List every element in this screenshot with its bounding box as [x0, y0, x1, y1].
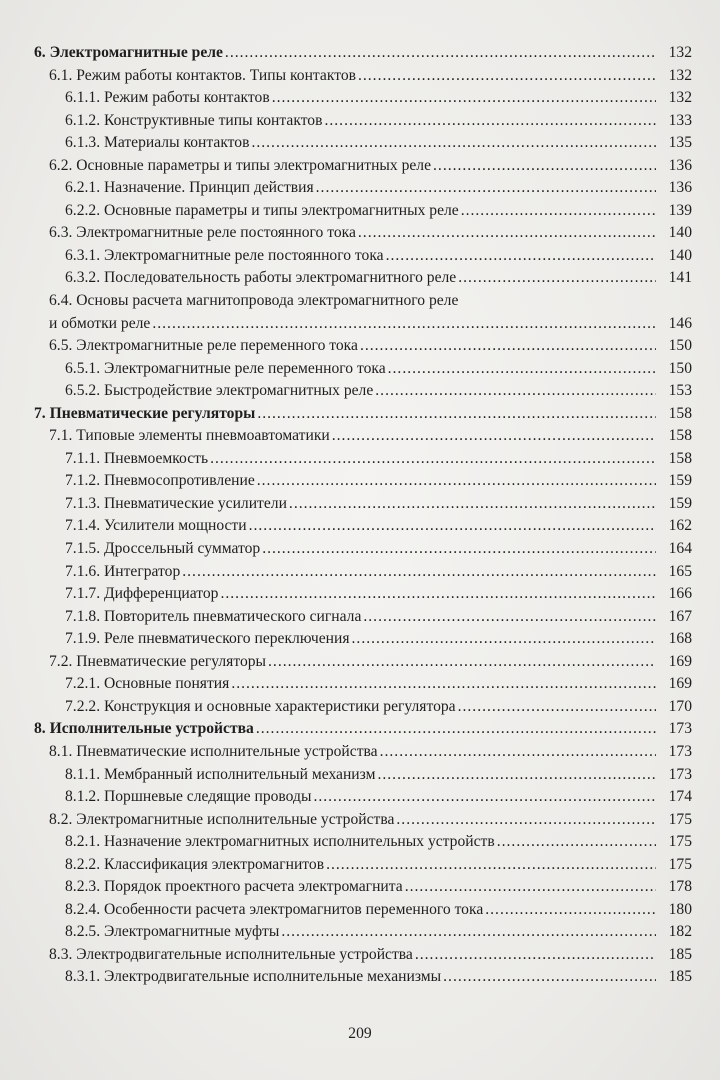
toc-leader-dots: [380, 741, 656, 764]
toc-entry-title: 6.5.1. Электромагнитные реле переменного тока: [65, 359, 386, 377]
toc-entry-title: 6. Электромагнитные реле: [34, 44, 223, 61]
toc-entry-title: 8.2. Электромагнитные исполнительные устройства: [49, 810, 395, 828]
toc-entry-title: 8.2.3. Порядок проектного расчета электромагнита: [65, 878, 403, 896]
toc-leader-dots: [225, 42, 656, 65]
toc-entry-page: 173: [668, 742, 692, 760]
toc-entry-title: 7.1.1. Пневмоемкость: [65, 449, 209, 467]
page-number: 209: [348, 1025, 372, 1042]
toc-entry-title: 7.1.8. Повторитель пневматического сигнала: [65, 607, 362, 625]
toc-entry-page: 140: [668, 224, 692, 242]
toc-entry-title: 8. Исполнительные устройства: [34, 720, 254, 738]
toc-entry: [34, 966, 692, 989]
toc-entry: [34, 921, 692, 944]
toc-leader-dots: [388, 358, 656, 381]
toc-leader-dots: [152, 313, 656, 336]
toc-entry-page: 139: [668, 201, 692, 219]
toc-entry: [34, 606, 692, 629]
toc-entry-page: 135: [668, 134, 692, 152]
toc-entry-title: 8.3. Электродвигательные исполнительные устройства: [49, 945, 413, 963]
toc-leader-dots: [272, 87, 656, 110]
toc-leader-dots: [396, 809, 656, 832]
toc-entry-page: 167: [668, 607, 692, 625]
toc-entry-title: 7.1.2. Пневмосопротивление: [65, 472, 255, 490]
toc-entry-title: 6.4. Основы расчета магнитопровода электромагнитного реле: [49, 292, 459, 310]
toc-leader-dots: [443, 966, 656, 989]
toc-entry-title: 7. Пневматические регуляторы: [34, 404, 256, 422]
toc-entry-page: 175: [668, 855, 692, 873]
toc-entry-page: 132: [668, 44, 692, 61]
toc-entry-title: 7.1.5. Дроссельный сумматор: [65, 540, 261, 558]
toc-entry-page: 164: [668, 540, 692, 558]
toc-leader-dots: [458, 696, 656, 719]
toc-leader-dots: [358, 65, 656, 88]
toc-leader-dots: [358, 222, 656, 245]
toc-entry: [34, 132, 692, 155]
toc-entry-title: 7.2.1. Основные понятия: [65, 675, 230, 693]
toc-leader-dots: [332, 425, 656, 448]
toc-entry-page: 162: [668, 517, 692, 535]
toc-leader-dots: [281, 921, 656, 944]
toc-leader-dots: [497, 831, 656, 854]
toc-entry-title: 8.2.4. Особенности расчета электромагнитов переменного тока: [65, 900, 484, 918]
toc-entry-page: 150: [668, 359, 692, 377]
toc-entry: [34, 155, 692, 178]
toc-entry-title: и обмотки реле: [49, 314, 151, 332]
toc-entry: [34, 561, 692, 584]
toc-entry: [34, 335, 692, 358]
toc-entry: [34, 448, 692, 471]
toc-entry-page: 185: [668, 968, 692, 986]
toc-entry-title: 6.3.2. Последовательность работы электромагнитного реле: [65, 269, 457, 287]
toc-entry: [34, 786, 692, 809]
toc-entry-page: 169: [668, 652, 692, 670]
toc-leader-dots: [256, 718, 656, 741]
toc-leader-dots: [386, 245, 656, 268]
toc-entry: [34, 538, 692, 561]
toc-entry-page: 174: [668, 788, 692, 806]
toc-leader-dots: [360, 335, 656, 358]
toc-entry-page: 159: [668, 494, 692, 512]
toc-entry-title: 7.1.3. Пневматические усилители: [65, 494, 287, 512]
toc-entry-page: 169: [668, 675, 692, 693]
toc-entry: [34, 87, 692, 110]
toc-entry-title: 8.1.2. Поршневые следящие проводы: [65, 788, 312, 806]
toc-entry: [34, 854, 692, 877]
toc-entry-page: 175: [668, 810, 692, 828]
toc-leader-dots: [375, 380, 656, 403]
toc-entry: [34, 425, 692, 448]
toc-entry: [34, 222, 692, 245]
toc-leader-dots: [313, 786, 656, 809]
toc-entry-page: 158: [668, 427, 692, 445]
toc-entry-page: 132: [668, 66, 692, 84]
toc-leader-dots: [262, 538, 656, 561]
toc-leader-dots: [326, 854, 656, 877]
toc-entry-title: 6.2. Основные параметры и типы электромагнитных реле: [49, 156, 432, 174]
toc-leader-dots: [415, 944, 656, 967]
toc-entry-page: 158: [668, 449, 692, 467]
toc-entry: [34, 831, 692, 854]
toc-leader-dots: [268, 651, 656, 674]
toc-entry-title: 7.1.9. Реле пневматического переключения: [65, 630, 350, 648]
toc-entry-title: 8.2.1. Назначение электромагнитных исполнительных устройств: [65, 833, 495, 851]
toc-entry-page: 175: [668, 833, 692, 851]
toc-entry: [34, 764, 692, 787]
toc-entry-page: 178: [668, 878, 692, 896]
toc-entry: [34, 696, 692, 719]
toc-entry-page: 150: [668, 337, 692, 355]
toc-entry-title: 6.3. Электромагнитные реле постоянного тока: [49, 224, 356, 242]
toc-entry: [34, 673, 692, 696]
toc-leader-dots: [316, 177, 656, 200]
toc-entry-title: 6.1.1. Режим работы контактов: [65, 89, 270, 107]
toc-entry: [34, 583, 692, 606]
toc-entry-page: 132: [668, 89, 692, 107]
toc-entry: [34, 493, 692, 516]
toc-entry-page: 158: [668, 404, 692, 422]
toc-entry: [34, 741, 692, 764]
toc-leader-dots: [352, 628, 656, 651]
toc-entry-page: 165: [668, 562, 692, 580]
toc-leader-dots: [231, 673, 656, 696]
toc-entry-page: 173: [668, 765, 692, 783]
toc-leader-dots: [251, 132, 656, 155]
toc-entry-title: 6.2.1. Назначение. Принцип действия: [65, 179, 314, 197]
toc-entry-title: 6.5. Электромагнитные реле переменного тока: [49, 337, 358, 355]
toc-entry-title: 8.1.1. Мембранный исполнительный механизм: [65, 765, 376, 783]
toc-entry-page: 159: [668, 472, 692, 490]
toc-entry-title: 6.1. Режим работы контактов. Типы контактов: [49, 66, 356, 84]
toc-entry-page: 153: [668, 382, 692, 400]
toc-entry: [34, 177, 692, 200]
toc-entry: [34, 110, 692, 133]
toc-leader-dots: [257, 403, 656, 426]
toc-entry: [34, 651, 692, 674]
toc-entry-title: 8.2.5. Электромагнитные муфты: [65, 923, 280, 941]
toc-leader-dots: [324, 110, 656, 133]
toc-entry-title: 6.5.2. Быстродействие электромагнитных реле: [65, 382, 374, 400]
toc-leader-dots: [210, 448, 656, 471]
toc-entry-page: 182: [668, 923, 692, 941]
toc-entry-title: 6.1.2. Конструктивные типы контактов: [65, 111, 323, 129]
toc-entry-title: 7.1.6. Интегратор: [65, 562, 181, 580]
toc-entry-title: 7.1.4. Усилители мощности: [65, 517, 247, 535]
table-of-contents: [34, 42, 692, 989]
toc-leader-dots: [220, 583, 656, 606]
toc-leader-dots: [377, 764, 656, 787]
toc-entry-title: 7.2. Пневматические регуляторы: [49, 652, 267, 670]
toc-leader-dots: [182, 561, 656, 584]
toc-leader-dots: [249, 515, 656, 538]
toc-entry-page: 185: [668, 945, 692, 963]
toc-entry: [34, 628, 692, 651]
toc-entry: [34, 944, 692, 967]
toc-entry: [34, 290, 692, 313]
toc-entry-page: 173: [668, 720, 692, 738]
toc-entry-page: 168: [668, 630, 692, 648]
toc-entry: [34, 470, 692, 493]
toc-entry-title: 8.2.2. Классификация электромагнитов: [65, 855, 325, 873]
toc-entry-page: 140: [668, 246, 692, 264]
toc-entry-title: 6.3.1. Электромагнитные реле постоянного тока: [65, 246, 384, 264]
toc-entry-page: 133: [668, 111, 692, 129]
toc-entry-title: 8.3.1. Электродвигательные исполнительные механизмы: [65, 968, 442, 986]
toc-leader-dots: [458, 267, 656, 290]
toc-entry: [34, 718, 692, 741]
toc-entry-title: 6.2.2. Основные параметры и типы электромагнитных реле: [65, 201, 459, 219]
toc-entry-page: 170: [668, 697, 692, 715]
toc-leader-dots: [257, 470, 656, 493]
toc-entry-page: 146: [668, 314, 692, 332]
toc-entry: [34, 245, 692, 268]
toc-leader-dots: [289, 493, 656, 516]
toc-entry: [34, 65, 692, 88]
toc-entry-title: 7.1. Типовые элементы пневмоавтоматики: [49, 427, 330, 445]
toc-entry-page: 136: [668, 179, 692, 197]
toc-entry-title: 6.1.3. Материалы контактов: [65, 134, 250, 152]
toc-entry-title: 8.1. Пневматические исполнительные устройства: [49, 742, 378, 760]
toc-leader-dots: [433, 155, 656, 178]
toc-entry: [34, 358, 692, 381]
toc-entry-page: 136: [668, 156, 692, 174]
toc-entry: [34, 200, 692, 223]
toc-leader-dots: [485, 899, 656, 922]
toc-leader-dots: [363, 606, 656, 629]
toc-entry: [34, 403, 692, 426]
toc-entry: [34, 313, 692, 336]
toc-entry-title: 7.1.7. Дифференциатор: [65, 585, 219, 603]
toc-entry: [34, 380, 692, 403]
toc-entry-page: 141: [668, 269, 692, 287]
toc-entry: [34, 899, 692, 922]
toc-entry: [34, 809, 692, 832]
toc-entry-page: 180: [668, 900, 692, 918]
toc-entry-page: 166: [668, 585, 692, 603]
toc-leader-dots: [405, 876, 656, 899]
toc-entry: [34, 515, 692, 538]
toc-entry: [34, 876, 692, 899]
toc-leader-dots: [461, 200, 656, 223]
toc-entry-title: 7.2.2. Конструкция и основные характеристики регулятора: [65, 697, 456, 715]
toc-entry: [34, 267, 692, 290]
toc-entry: [34, 42, 692, 65]
